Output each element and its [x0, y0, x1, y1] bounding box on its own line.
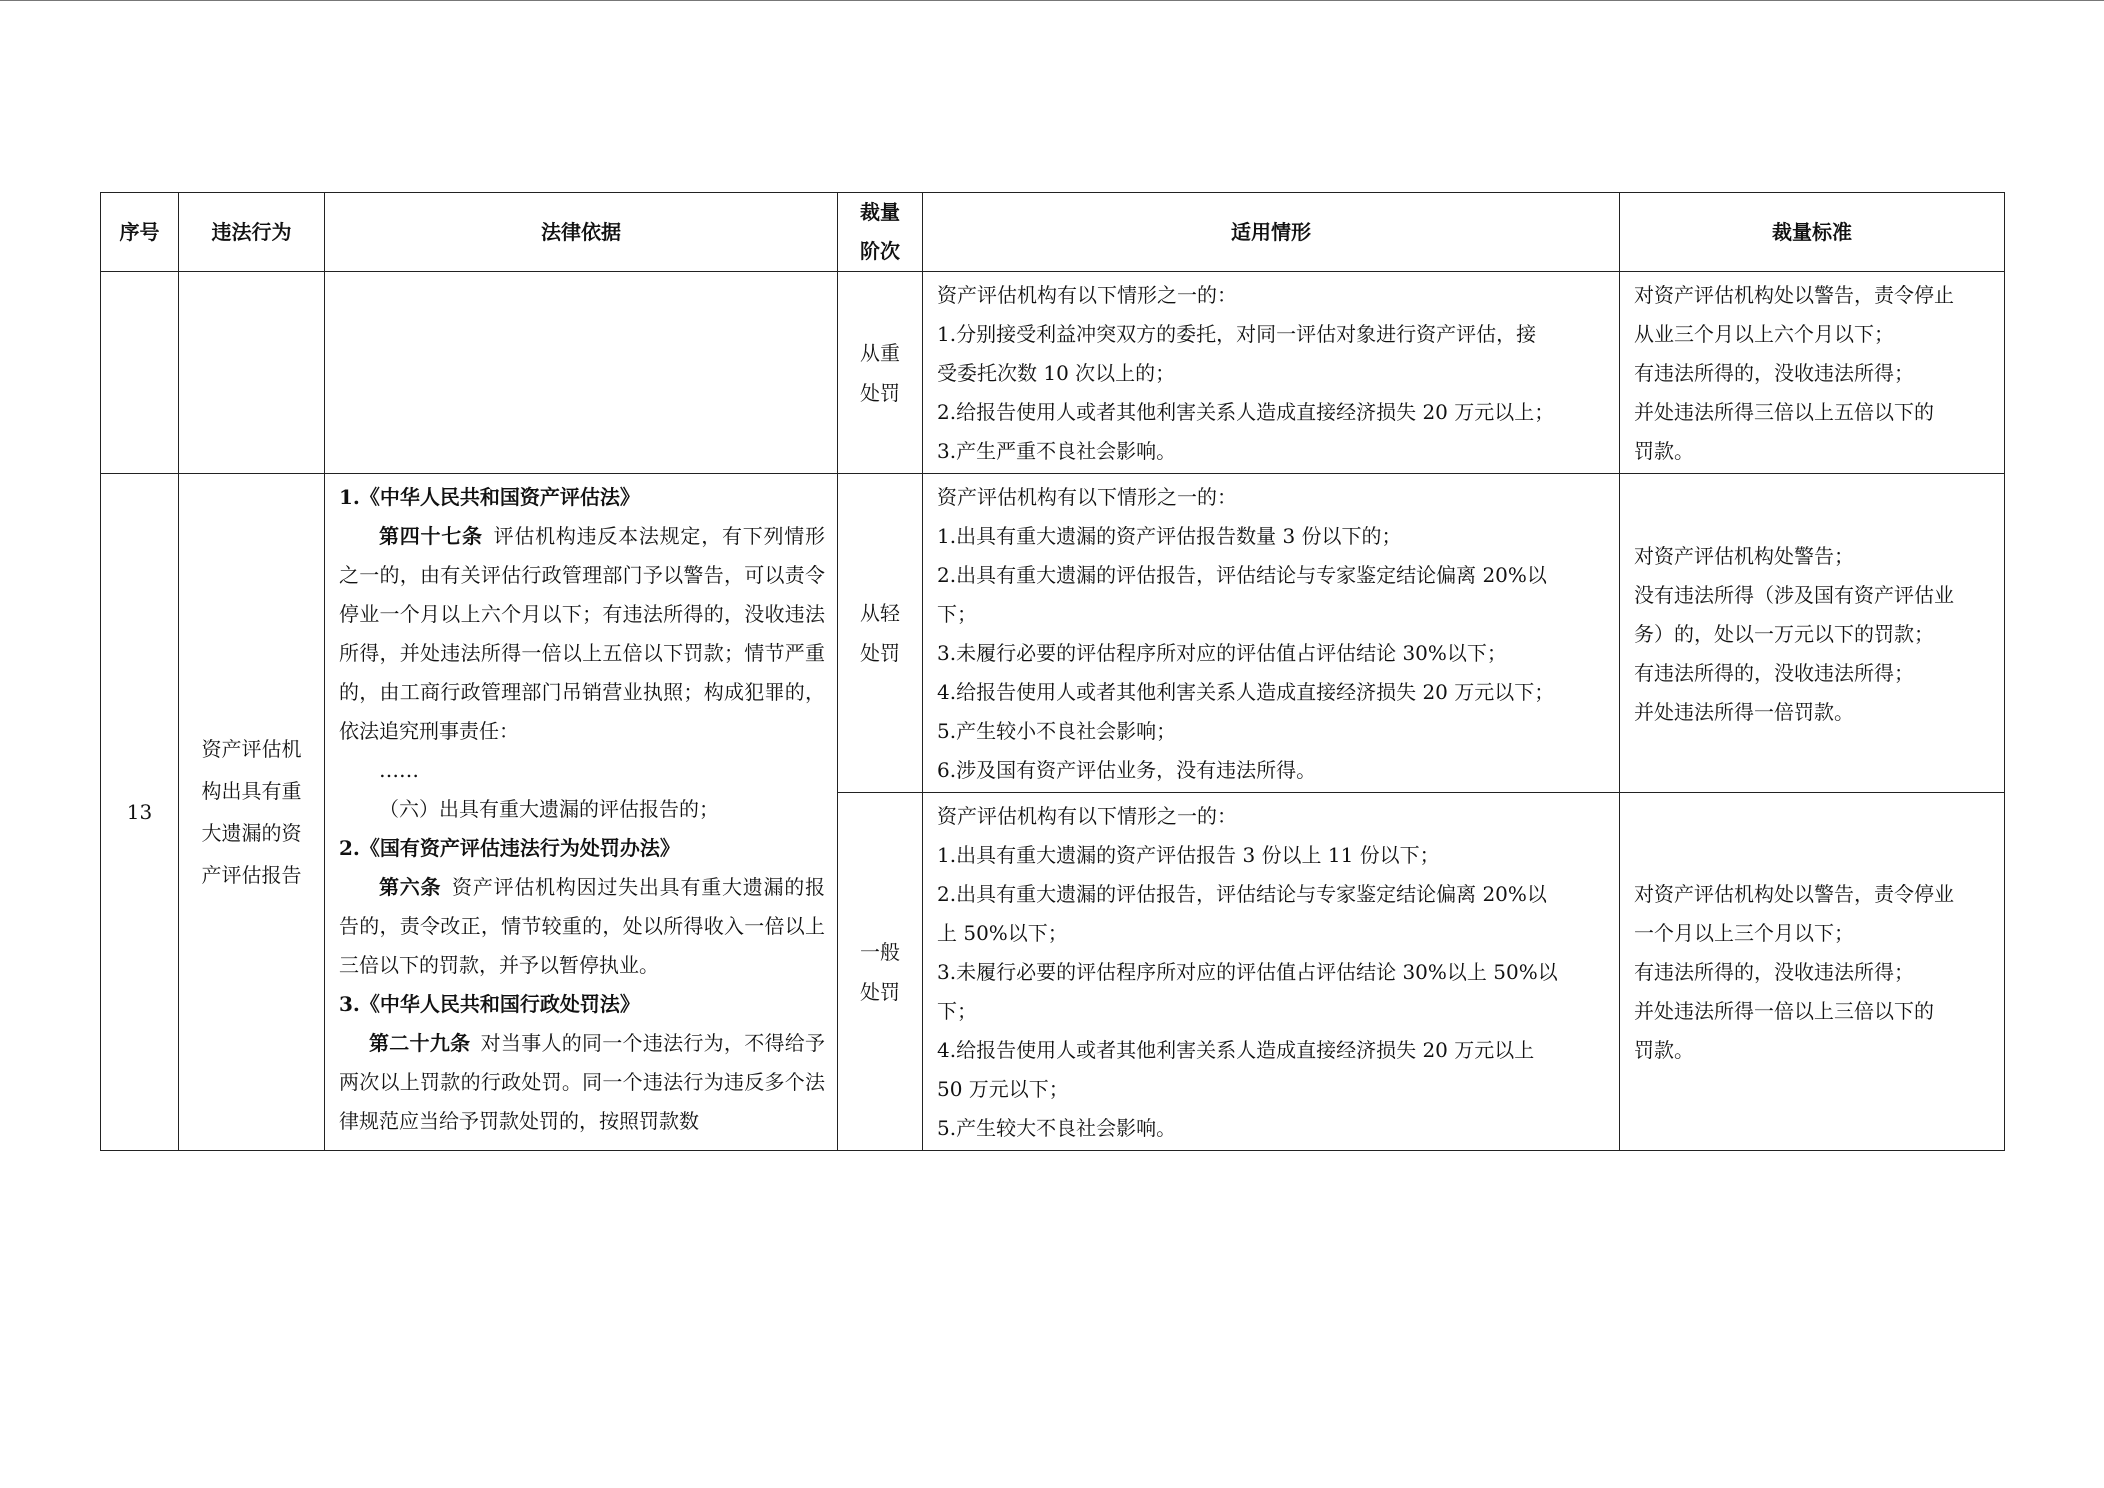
level-label: 从重: [860, 340, 900, 365]
article-label: 第六条: [379, 875, 442, 899]
level-label: 处罚: [860, 641, 900, 665]
table-row-13-light: [101, 474, 2005, 793]
light-standard-cell: [1620, 474, 2005, 793]
level-label: 从轻: [860, 601, 900, 625]
offense-line: 产评估报告: [201, 863, 302, 887]
situation-line: 资产评估机构有以下情形之一的：: [937, 804, 1237, 828]
row-number: 13: [101, 474, 179, 1151]
light-situation-cell: [923, 474, 1620, 793]
offense-line: 资产评估机: [201, 737, 302, 761]
article-text: 对当事人的同一个违法行为，不得给予两次以上罚款的行政处罚。同一个违法行为违反多个法律规范应当给予罚款处罚的，按照罚款数: [339, 1031, 826, 1133]
header-seq: 序号: [101, 193, 179, 272]
law-title: 2.《国有资产评估违法行为处罚办法》: [339, 836, 680, 860]
law-article: [339, 868, 825, 985]
standard-line: 有违法所得的，没收违法所得；: [1634, 960, 1914, 984]
legal-basis-cell: [325, 474, 838, 1151]
standard-line: 有违法所得的，没收违法所得；: [1634, 361, 1914, 385]
situation-line: 资产评估机构有以下情形之一的：: [937, 485, 1237, 509]
header-standard: 裁量标准: [1620, 193, 2005, 272]
prev-legal-basis-cell: [325, 272, 838, 474]
article-text: 评估机构违反本法规定，有下列情形之一的，由有关评估行政管理部门予以警告，可以责令停业一个月以上六个月以下；有违法所得的，没收违法所得，并处违法所得一倍以上五倍以下罚款；情节严重的，由工商行政管理部门吊销营业执照；构成犯罪的，依法追究刑事责任：: [339, 524, 826, 743]
situation-line: 3.未履行必要的评估程序所对应的评估值占评估结论 30%以下；: [937, 641, 1507, 665]
header-legal-basis: 法律依据: [325, 193, 838, 272]
standard-line: 对资产评估机构处警告；: [1634, 543, 1854, 568]
situation-line: 5.产生较小不良社会影响；: [937, 719, 1177, 743]
level-label: 处罚: [860, 380, 900, 405]
table-row-prev-severe: [101, 272, 2005, 474]
standard-line: 并处违法所得一倍罚款。: [1634, 699, 1854, 724]
situation-line: 2.出具有重大遗漏的评估报告，评估结论与专家鉴定结论偏离 20%以: [937, 882, 1547, 906]
situation-line: 下；: [937, 999, 977, 1023]
prev-standard-cell: [1620, 272, 2005, 474]
standard-line: 没有违法所得（涉及国有资产评估业: [1634, 582, 1954, 607]
header-row: [101, 193, 2005, 272]
law-title: 3.《中华人民共和国行政处罚法》: [339, 992, 640, 1016]
standard-line: 罚款。: [1634, 1038, 1694, 1062]
situation-line: 5.产生较大不良社会影响。: [937, 1116, 1177, 1140]
header-offense: 违法行为: [179, 193, 325, 272]
standard-line: 一个月以上三个月以下；: [1634, 921, 1854, 945]
situation-line: 3.产生严重不良社会影响。: [937, 439, 1177, 463]
situation-line: 1.出具有重大遗漏的资产评估报告 3 份以上 11 份以下；: [937, 843, 1440, 867]
law-article: [339, 517, 825, 751]
law-article: [339, 1024, 825, 1141]
offense-cell: [179, 474, 325, 1151]
penalty-discretion-table: [100, 192, 2005, 1151]
situation-line: 4.给报告使用人或者其他利害关系人造成直接经济损失 20 万元以上: [937, 1038, 1535, 1062]
header-level: [838, 193, 923, 272]
situation-line: 6.涉及国有资产评估业务，没有违法所得。: [937, 758, 1317, 782]
prev-situation-cell: [923, 272, 1620, 474]
situation-line: 上 50%以下；: [937, 921, 1068, 945]
standard-line: 有违法所得的，没收违法所得；: [1634, 660, 1914, 685]
situation-line: 1.分别接受利益冲突双方的委托，对同一评估对象进行资产评估，接: [937, 322, 1537, 346]
general-standard-cell: [1620, 793, 2005, 1151]
article-label: 第二十九条: [369, 1031, 471, 1055]
header-level-bottom: 阶次: [860, 239, 900, 263]
standard-line: 并处违法所得三倍以上五倍以下的: [1634, 400, 1934, 424]
situation-line: 3.未履行必要的评估程序所对应的评估值占评估结论 30%以上 50%以: [937, 960, 1558, 984]
prev-level-cell: [838, 272, 923, 474]
general-situation-cell: [923, 793, 1620, 1151]
law-item: （六）出具有重大遗漏的评估报告的；: [379, 797, 719, 821]
header-situation: 适用情形: [923, 193, 1620, 272]
standard-line: 罚款。: [1634, 439, 1694, 463]
situation-line: 资产评估机构有以下情形之一的：: [937, 283, 1237, 307]
situation-line: 50 万元以下；: [937, 1077, 1069, 1101]
level-label: 一般: [860, 939, 900, 964]
situation-line: 4.给报告使用人或者其他利害关系人造成直接经济损失 20 万元以下；: [937, 680, 1555, 704]
article-text: 资产评估机构因过失出具有重大遗漏的报告的，责令改正，情节较重的，处以所得收入一倍以上三倍以下的罚款，并予以暂停执业。: [339, 875, 826, 977]
offense-line: 大遗漏的资: [201, 821, 302, 845]
situation-line: 2.出具有重大遗漏的评估报告，评估结论与专家鉴定结论偏离 20%以: [937, 563, 1547, 587]
page-top-edge: [0, 0, 2104, 1]
offense-line: 构出具有重: [201, 779, 302, 803]
standard-line: 从业三个月以上六个月以下；: [1634, 322, 1894, 346]
header-level-top: 裁量: [860, 200, 900, 224]
standard-line: 对资产评估机构处以警告，责令停止: [1634, 283, 1954, 307]
situation-line: 受委托次数 10 次以上的；: [937, 361, 1176, 385]
light-level-cell: [838, 474, 923, 793]
situation-line: 1.出具有重大遗漏的资产评估报告数量 3 份以下的；: [937, 524, 1402, 548]
law-title: 1.《中华人民共和国资产评估法》: [339, 485, 640, 509]
situation-line: 2.给报告使用人或者其他利害关系人造成直接经济损失 20 万元以上；: [937, 400, 1555, 424]
standard-line: 对资产评估机构处以警告，责令停业: [1634, 882, 1954, 906]
prev-seq-cell: [101, 272, 179, 474]
article-label: 第四十七条: [379, 524, 483, 548]
prev-offense-cell: [179, 272, 325, 474]
situation-line: 下；: [937, 602, 977, 626]
law-ellipsis: ……: [379, 758, 419, 782]
standard-line: 务）的，处以一万元以下的罚款；: [1634, 621, 1934, 646]
standard-line: 并处违法所得一倍以上三倍以下的: [1634, 999, 1934, 1023]
level-label: 处罚: [860, 979, 900, 1004]
general-level-cell: [838, 793, 923, 1151]
